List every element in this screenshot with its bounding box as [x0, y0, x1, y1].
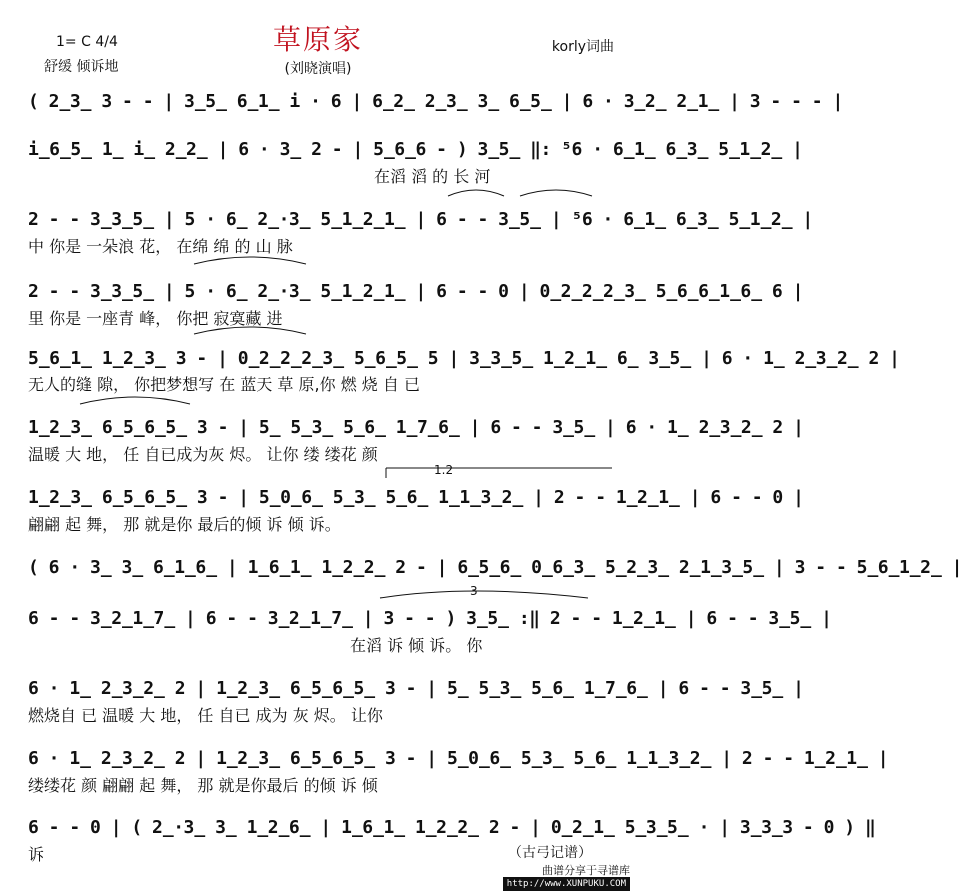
volta-label-1: 1	[434, 463, 442, 477]
lyrics-line-9: 在滔 诉 倾 诉。 你	[350, 636, 483, 655]
key-signature: 1= C 4/4	[56, 34, 118, 50]
triplet-bracket	[380, 591, 588, 598]
slur-arc	[520, 190, 592, 196]
site-line-1: 曲谱分享于寻谱库	[542, 864, 630, 877]
lyrics-line-7: 翩翩 起 舞， 那 就是你 最后的倾 诉 倾 诉。	[28, 515, 341, 534]
lyrics-line-11: 缕缕花 颜 翩翩 起 舞， 那 就是你最后 的倾 诉 倾	[28, 776, 378, 795]
lyrics-line-5: 无人的缝 隙， 你把梦想写 在 蓝天 草 原,你 燃 烧 自 已	[28, 375, 420, 394]
lyrics-line-3: 中 你是 一朵浪 花， 在绵 绵 的 山 脉	[28, 237, 293, 256]
notation-line-6: 1̲2̲3̲ 6̲5̲6̲5̲ 3 - | 5̲ 5̲3̲ 5̲6̲ 1̲7̲6̲ | 6 - - 3̲5̲ | 6 · 1̲ 2̲3̲2̲ 2 |	[28, 416, 804, 438]
notation-line-8: ( 6 · 3̲ 3̲ 6̲1̲6̲ | 1̲6̲1̲ 1̲2̲2̲ 2 - | 6̲5̲6̲ 0̲6̲3̲ 5̲2̲3̲ 2̲1̲3̲5̲ | 3 - - 5̲6̲1̲2̲ |	[28, 556, 962, 578]
slur-arc	[448, 190, 504, 196]
lyrics-line-12: 诉	[28, 845, 45, 864]
slur-arc	[194, 257, 306, 264]
lyrics-line-2: 在滔 滔 的 长 河	[374, 167, 491, 186]
site-line-2: http://www.XUNPUKU.COM	[503, 877, 630, 891]
notation-line-5: 5̲6̲1̲ 1̲2̲3̲ 3 - | 0̲2̲2̲2̲3̲ 5̲6̲5̲ 5 | 3̲3̲5̲ 1̲2̲1̲ 6̲ 3̲5̲ | 6 · 1̲ 2̲3̲2̲ 2 |	[28, 347, 900, 369]
slur-arc	[80, 397, 190, 404]
transcriber-credit: （古弓记谱）	[508, 845, 592, 861]
volta-separator: .	[441, 463, 446, 477]
notation-line-11: 6 · 1̲ 2̲3̲2̲ 2 | 1̲2̲3̲ 6̲5̲6̲5̲ 3 - | 5̲0̲6̲ 5̲3̲ 5̲6̲ 1̲1̲3̲2̲ | 2 - - 1̲2̲1̲ |	[28, 747, 889, 769]
notation-line-9: 6 - - 3̲2̲1̲7̲ | 6 - - 3̲2̲1̲7̲ | 3 - - ) 3̲5̲ :‖ 2 - - 1̲2̲1̲ | 6 - - 3̲5̲ |	[28, 607, 832, 629]
credits: korly词曲	[551, 39, 614, 55]
lyrics-line-6: 温暖 大 地， 任 自已成为灰 烬。 让你 缕 缕花 颜	[28, 445, 378, 464]
notation-line-4: 2 - - 3̲3̲5̲ | 5 · 6̲ 2̲·3̲ 5̲1̲2̲1̲ | 6 - - 0 | 0̲2̲2̲2̲3̲ 5̲6̲6̲1̲6̲ 6 |	[28, 280, 803, 302]
site-watermark	[503, 865, 630, 891]
performer: (刘晓演唱)	[284, 61, 352, 77]
notation-line-3: 2 - - 3̲3̲5̲ | 5 · 6̲ 2̲·3̲ 5̲1̲2̲1̲ | 6 - - 3̲5̲ | ⁵6 · 6̲1̲ 6̲3̲ 5̲1̲2̲ |	[28, 208, 813, 230]
song-title: 草原家	[272, 23, 363, 56]
slur-arc	[194, 327, 306, 334]
lyrics-line-4: 里 你是 一座青 峰， 你把 寂寞藏 进	[28, 309, 283, 328]
volta-label-2: 2	[445, 463, 454, 477]
notation-line-12: 6 - - 0 | ( 2̲·3̲ 3̲ 1̲2̲6̲ | 1̲6̲1̲ 1̲2̲2̲ 2 - | 0̲2̲1̲ 5̲3̲5̲ · | 3̲3̲3 - 0 ) ‖	[28, 816, 876, 838]
volta-label	[434, 463, 453, 477]
lyrics-line-10: 燃烧自 已 温暖 大 地， 任 自已 成为 灰 烬。 让你	[28, 706, 383, 725]
tempo-marking: 舒缓 倾诉地	[44, 59, 119, 75]
notation-line-1: ( 2̲3̲ 3 - - | 3̲5̲ 6̲1̲ i · 6 | 6̲2̲ 2̲3̲ 3̲ 6̲5̲ | 6 · 3̲2̲ 2̲1̲ | 3 - - - |	[28, 90, 843, 112]
triplet-mark: 3	[470, 584, 478, 598]
notation-line-10: 6 · 1̲ 2̲3̲2̲ 2 | 1̲2̲3̲ 6̲5̲6̲5̲ 3 - | 5̲ 5̲3̲ 5̲6̲ 1̲7̲6̲ | 6 - - 3̲5̲ |	[28, 677, 804, 699]
notation-line-2: i̲6̲5̲ 1̲ i̲ 2̲2̲ | 6 · 3̲ 2 - | 5̲6̲6 - ) 3̲5̲ ‖: ⁵6 · 6̲1̲ 6̲3̲ 5̲1̲2̲ |	[28, 138, 803, 160]
notation-line-7: 1̲2̲3̲ 6̲5̲6̲5̲ 3 - | 5̲0̲6̲ 5̲3̲ 5̲6̲ 1̲1̲3̲2̲ | 2 - - 1̲2̲1̲ | 6 - - 0 |	[28, 486, 804, 508]
